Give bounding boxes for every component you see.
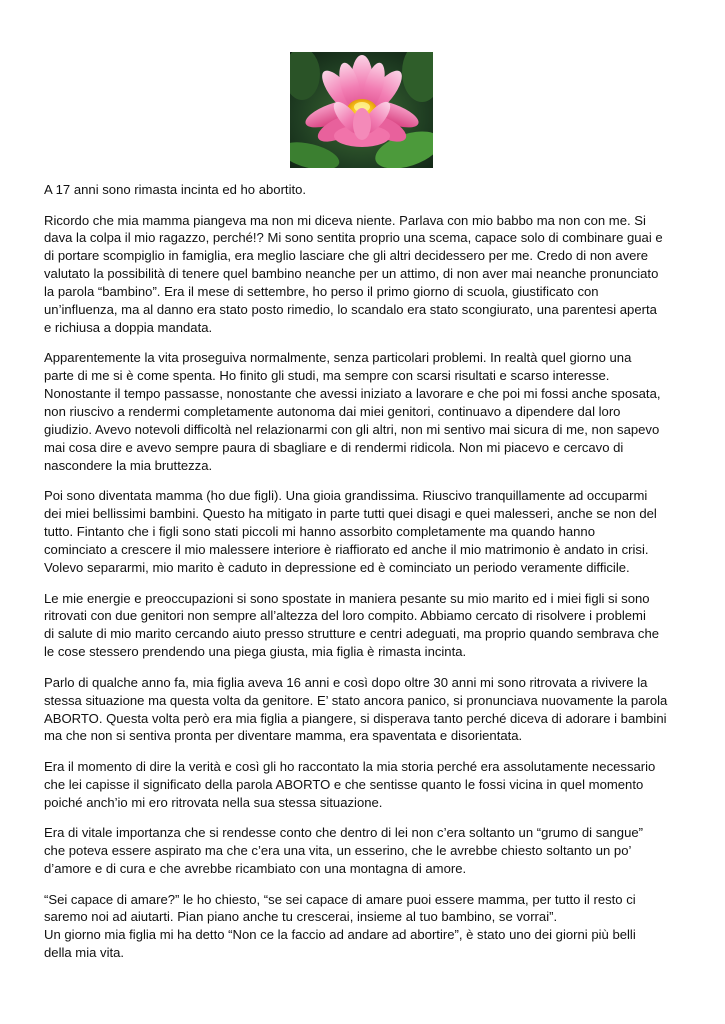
paragraph-4: Poi sono diventata mamma (ho due figli). Una gioia grandissima. Riuscivo tranquillamente ad occuparmi dei miei bellissimi bambini. Questo ha mitigato in parte tutti quei disagi e quei malesseri, anche se non del tutto. Fintanto che i figli sono stati piccoli mi hanno assorbito completamente ma quando hanno cominciato a crescere il mio malessere interiore è riaffiorato ed anche il mio matrimonio è andato in crisi. Volevo separarmi, mio marito è caduto in depressione ed è cominciato un periodo veramente difficile. xyxy=(44,488,657,575)
paragraph-8: Era di vitale importanza che si rendesse conto che dentro di lei non c’era soltanto un “grumo di sangue” che poteva essere aspirato ma che c’era una vita, un esserino, che le avrebbe chiesto soltanto un po’ d’amore e di cura e che avrebbe ricambiato con una montagna di amore. xyxy=(44,825,644,877)
paragraph-1: A 17 anni sono rimasta incinta ed ho abortito. xyxy=(44,182,307,197)
paragraph-10: Un giorno mia figlia mi ha detto “Non ce la faccio ad andare ad abortire”, è stato uno dei giorni più belli della mia vita. xyxy=(44,927,636,961)
paragraph-5: Le mie energie e preoccupazioni si sono spostate in maniera pesante su mio marito ed i miei figli si sono ritrovati con due genitori non sempre all’altezza del loro compito. Abbiamo cercato di risolvere i problemi di salute di mio marito cercando aiuto presso strutture e centri adeguati, ma proprio quando sembrava che le cose stessero prendendo una piega giusta, mia figlia è rimasta incinta. xyxy=(44,590,660,660)
paragraph-7: Era il momento di dire la verità e così gli ho raccontato la mia storia perché era assolutamente necessario che lei capisse il significato della parola ABORTO e che sentisse quanto le fossi vicina in quel momento poiché anch’io mi ero ritrovata nella sua stessa situazione. xyxy=(44,758,656,810)
paragraph-3: Apparentemente la vita proseguiva normalmente, senza particolari problemi. In realtà quel giorno una parte di me si è come spenta. Ho finito gli studi, ma sempre con scarsi risultati e scarso interesse. Nonostante il tempo passasse, nonostante che avessi iniziato a lavorare e che poi mi fossi anche sposata, non riuscivo a rendermi completamente autonoma dai miei genitori, continuavo a dipendere dal loro giudizio. Avevo notevoli difficoltà nel relazionarmi con gli altri, non mi sentivo mai sicura di me, non sapevo mai cosa dire e avevo sempre paura di sbagliare e di rendermi ridicola. Non mi piacevo e cercavo di nascondere la mia bruttezza. xyxy=(44,350,661,473)
story-text xyxy=(44,181,692,975)
water-lily-icon xyxy=(290,52,433,168)
paragraph-9: “Sei capace di amare?” le ho chiesto, “se sei capace di amare puoi essere mamma, per tutto il resto ci saremo noi ad aiutarti. Pian piano anche tu crescerai, insieme al tuo bambino, se vorrai”. xyxy=(44,891,636,925)
paragraph-6: Parlo di qualche anno fa, mia figlia aveva 16 anni e così dopo oltre 30 anni mi sono ritrovata a rivivere la stessa situazione ma questa volta da genitore. E’ stato ancora panico, si pronunciava nuovamente la parola ABORTO. Questa volta però era mia figlia a piangere, si disperava tanto perché diceva di adorare i bambini ma che non si sentiva pronta per diventare mamma, era spaventata e disorientata. xyxy=(44,674,668,744)
paragraph-2: Ricordo che mia mamma piangeva ma non mi diceva niente. Parlava con mio babbo ma non con me. Si dava la colpa il mio ragazzo, perché!? Mi sono sentita proprio una scema, capace solo di combinare guai e di portare scompiglio in famiglia, era meglio lasciare che gli altri decidessero per me. Credo di non avere valutato la possibilità di tenere quel bambino neanche per un attimo, di non aver mai neanche pronunciato la parola “bambino”. Era il mese di settembre, ho perso il primo giorno di scuola, giustificato con un’influenza, ma al danno era stato posto rimedio, lo scandalo era stato scongiurato, una parentesi aperta e richiusa a doppia mandata. xyxy=(44,212,663,335)
water-lily-image xyxy=(290,52,433,168)
